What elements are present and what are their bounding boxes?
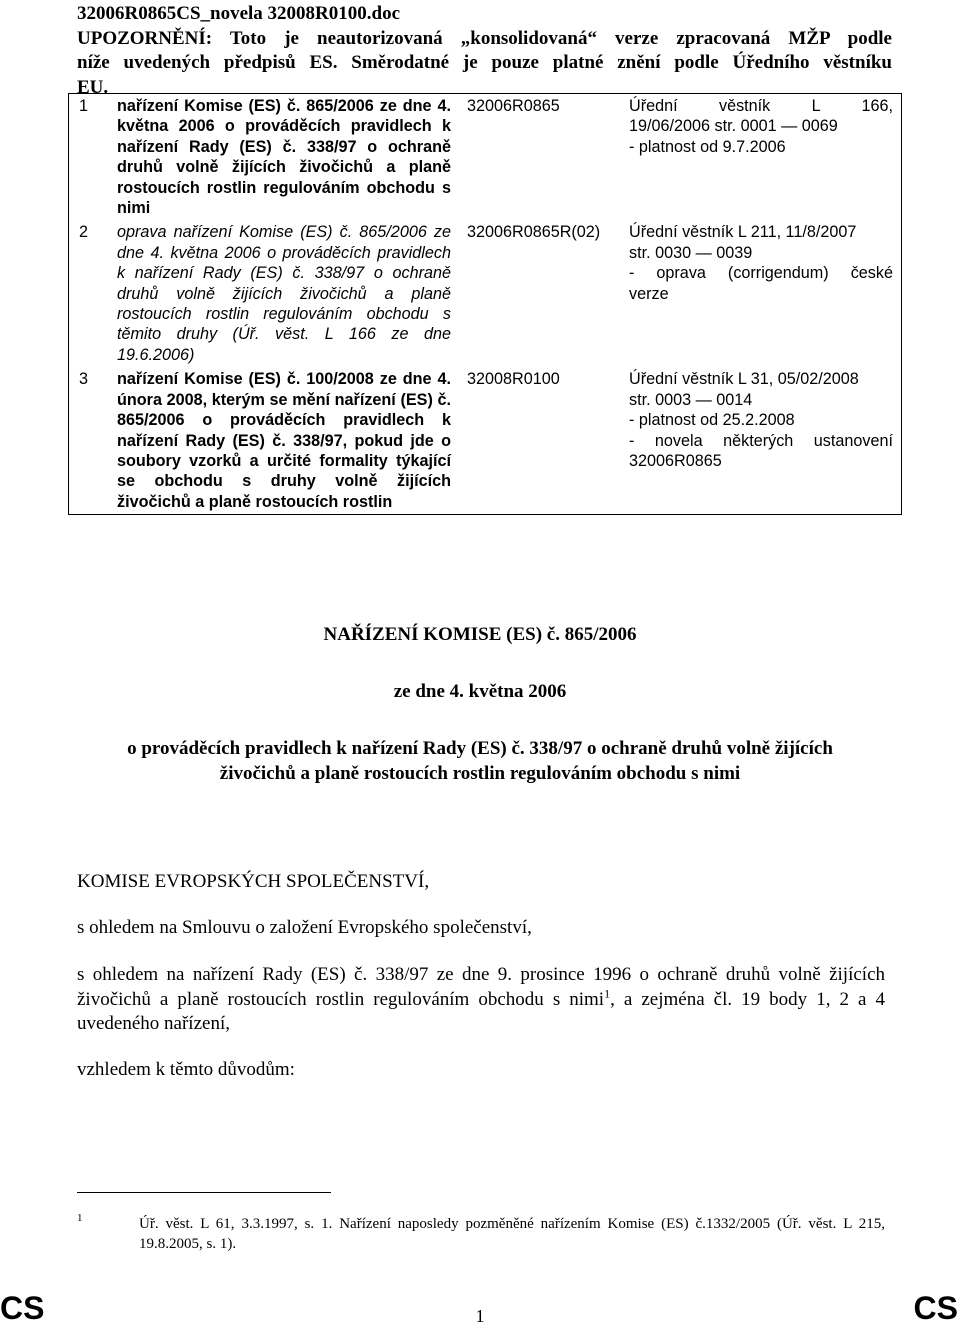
regulation-date: ze dne 4. května 2006 xyxy=(393,681,567,702)
regulation-title: nařízení Komise (ES) č. 100/2008 ze dne 4. února 2008, kterým se mění nařízení (ES) č. 865/2006 o prováděcích pravidlech k nařízení Rady (ES) č. 338/97, pokud jde o soubory vzorků a určité formality týkající se obchodu s druhy volně žijících živočichů a planě rostoucích rostlin xyxy=(117,370,451,511)
footnote-divider xyxy=(77,1192,331,1193)
recital-text: , a zejména čl. 19 body 1, 2 a 4 uvedeného nařízení, xyxy=(77,988,885,1034)
footnote-number: 1 xyxy=(77,1212,83,1224)
whereas-line: vzhledem k těmto důvodům: xyxy=(77,1059,295,1080)
oj-line: str. 0003 — 0014 xyxy=(629,390,753,409)
row-number: 2 xyxy=(79,223,89,242)
table-row xyxy=(69,94,902,221)
celex-code: 32006R0865 xyxy=(467,97,560,115)
regulation-title: nařízení Komise (ES) č. 865/2006 ze dne 4. května 2006 o prováděcích pravidlech k nařízení Rady (ES) č. 338/97 o ochraně druhů volně žijících živočichů a planě rostoucích rostlin regulováním obchodu s nimi xyxy=(117,97,451,218)
official-journal-ref xyxy=(623,367,902,514)
footnote xyxy=(77,1214,885,1254)
regulations-table xyxy=(68,93,902,515)
footnote-text: Úř. věst. L 61, 3.3.1997, s. 1. Nařízení naposledy pozměněné nařízením Komise (ES) č.1332/2005 (Úř. věst. L 215, 19.8.2005, s. 1). xyxy=(139,1216,885,1252)
warning-line-1: UPOZORNĚNÍ: Toto je neautorizovaná „konsolidovaná“ verze zpracovaná MŽP podle xyxy=(77,27,892,49)
commission-line: KOMISE EVROPSKÝCH SPOLEČENSTVÍ, xyxy=(77,871,430,892)
oj-line: verze xyxy=(629,284,669,303)
footnote-reference[interactable]: 1 xyxy=(604,986,611,1001)
oj-line: Úřední věstník L 31, 05/02/2008 xyxy=(629,370,859,389)
file-name: 32006R0865CS_novela 32008R0100.doc xyxy=(77,3,401,24)
document-header xyxy=(77,2,892,100)
regulation-title: oprava nařízení Komise (ES) č. 865/2006 ze dne 4. května 2006 o prováděcích pravidlech k nařízení Rady (ES) č. 338/97 o ochraně druhů volně žijících živočichů a planě rostoucích rostlin regulováním obchodu s těmito druhy (Úř. věst. L 166 ze dne 19.6.2006) xyxy=(117,223,451,364)
oj-line: - novela některých ustanovení 32006R0865 xyxy=(629,431,893,470)
warning-line-2: níže uvedených předpisů ES. Směrodatné je pouze platné znění podle Úředního věstníku xyxy=(77,52,892,73)
page-number: 1 xyxy=(475,1306,485,1326)
recital-text: s ohledem na nařízení Rady (ES) č. 338/97 ze dne 9. prosince 1996 o ochraně druhů volně žijících živočichů a planě rostoucích rostlin regulováním obchodu s nimi xyxy=(77,964,885,1010)
language-code-right: CS xyxy=(913,1290,958,1326)
treaty-recital: s ohledem na Smlouvu o založení Evropského společenství, xyxy=(77,917,532,938)
oj-line: - platnost od 25.2.2008 xyxy=(629,411,795,430)
regulation-heading: NAŘÍZENÍ KOMISE (ES) č. 865/2006 xyxy=(323,624,637,645)
row-number: 1 xyxy=(79,97,89,115)
table-row xyxy=(69,220,902,367)
regulation-subject xyxy=(0,736,960,786)
official-journal-ref xyxy=(623,94,902,221)
celex-code: 32008R0100 xyxy=(467,370,560,389)
oj-line: Úřední věstník L 211, 11/8/2007 xyxy=(629,223,857,242)
official-journal-ref xyxy=(623,220,902,367)
oj-line: - platnost od 9.7.2006 xyxy=(629,137,786,156)
oj-line: str. 0030 — 0039 xyxy=(629,243,753,262)
oj-line: - oprava (corrigendum) české xyxy=(629,264,893,283)
warning-line-3: EU. xyxy=(77,76,109,98)
oj-line: 19/06/2006 str. 0001 — 0069 xyxy=(629,117,838,136)
language-code-left: CS xyxy=(0,1290,45,1326)
table-row xyxy=(69,367,902,514)
row-number: 3 xyxy=(79,370,89,389)
regulation-recital xyxy=(77,963,885,1037)
subject-line: o prováděcích pravidlech k nařízení Rady (ES) č. 338/97 o ochraně druhů volně žijících xyxy=(127,738,833,759)
celex-code: 32006R0865R(02) xyxy=(467,223,601,242)
oj-line: Úřední věstník L 166, xyxy=(629,97,893,115)
subject-line: živočichů a planě rostoucích rostlin regulováním obchodu s nimi xyxy=(219,763,741,784)
